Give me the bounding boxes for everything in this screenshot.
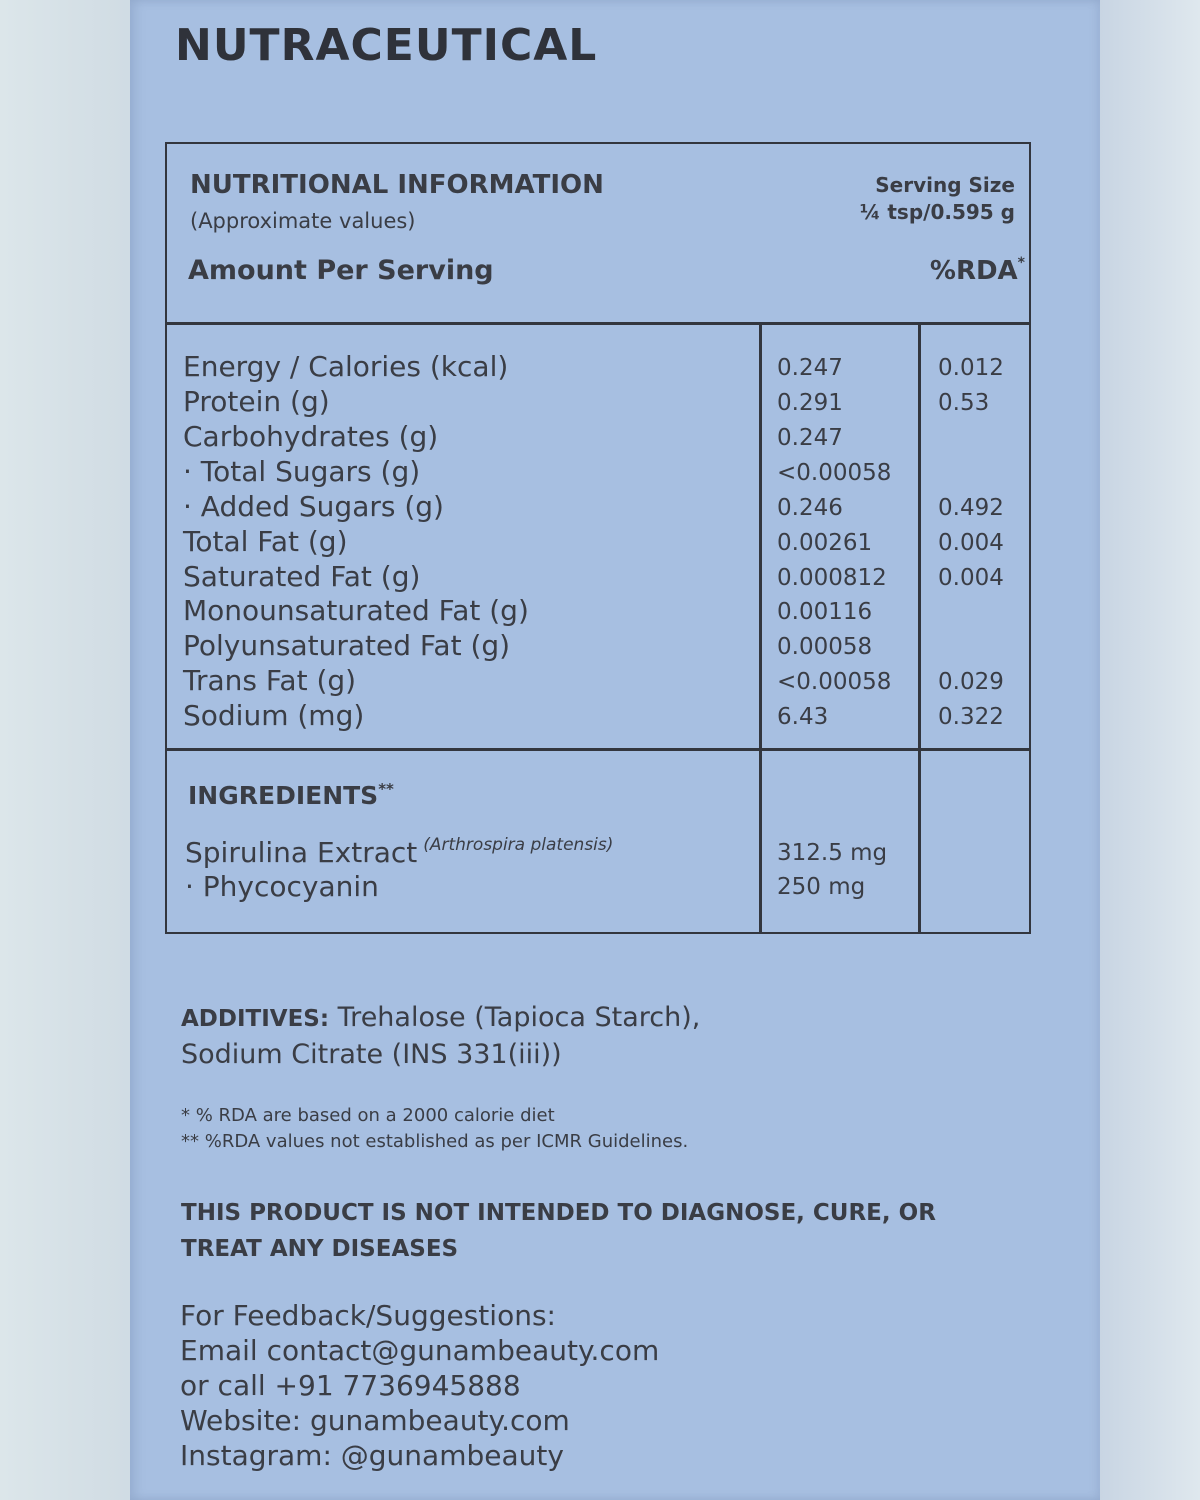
ingredient-value: 250 mg	[777, 874, 866, 900]
warning-line: THIS PRODUCT IS NOT INTENDED TO DIAGNOSE, CURE, OR	[181, 1200, 936, 1226]
nutrient-name: · Total Sugars (g)	[183, 455, 421, 488]
nutrient-rda: 0.012	[938, 355, 1004, 381]
amount-per-serving-label: Amount Per Serving	[188, 255, 494, 286]
ingredient-value: 312.5 mg	[777, 840, 888, 866]
ingredients-footnote-mark: **	[378, 780, 394, 798]
additives-line: Sodium Citrate (INS 331(iii))	[181, 1039, 562, 1070]
contact-line: For Feedback/Suggestions:	[180, 1299, 556, 1332]
table-divider	[165, 748, 1031, 751]
additives-text: Trehalose (Tapioca Starch),	[337, 1002, 701, 1033]
footnote: ** %RDA values not established as per ICMR Guidelines.	[181, 1131, 689, 1152]
nutrient-rda: 0.53	[938, 390, 990, 416]
ingredient-name	[185, 835, 613, 869]
serving-size-value: ¼ tsp/0.595 g	[859, 200, 1015, 224]
nutrient-value: 0.247	[777, 425, 843, 451]
nutrient-value: <0.00058	[777, 669, 892, 695]
contact-line: or call +91 7736945888	[180, 1369, 521, 1402]
nutrient-name: Carbohydrates (g)	[183, 420, 439, 453]
nutrient-value: 0.00058	[777, 634, 873, 660]
nutrient-value: 0.247	[777, 355, 843, 381]
contact-line: Website: gunambeauty.com	[180, 1404, 570, 1437]
nutrient-name: Energy / Calories (kcal)	[183, 350, 509, 383]
rda-footnote-mark: *	[1017, 255, 1025, 271]
footnote: * % RDA are based on a 2000 calorie diet	[181, 1105, 555, 1126]
contact-line: Email contact@gunambeauty.com	[180, 1334, 660, 1367]
ingredients-label: INGREDIENTS	[188, 781, 379, 810]
ingredient-scientific-name: (Arthrospira platensis)	[423, 835, 614, 855]
disclaimer-warning	[181, 1195, 936, 1267]
ingredient-label: · Phycocyanin	[185, 870, 379, 903]
background-right	[1090, 0, 1200, 1500]
nutrient-value: 6.43	[777, 704, 829, 730]
nutrient-name: Protein (g)	[183, 385, 330, 418]
nutrient-value: 0.00116	[777, 599, 873, 625]
nutrient-name: Saturated Fat (g)	[183, 560, 421, 593]
contact-block	[180, 1298, 659, 1473]
background-left	[0, 0, 140, 1500]
column-divider	[759, 322, 762, 934]
nutrient-name: Trans Fat (g)	[183, 664, 357, 697]
nutrient-rda: 0.322	[938, 704, 1004, 730]
nutrient-name: Monounsaturated Fat (g)	[183, 594, 529, 627]
ingredient-label: Spirulina Extract	[185, 836, 418, 869]
nutrient-value: 0.291	[777, 390, 843, 416]
additives-block	[181, 1000, 700, 1073]
nutrient-name: · Added Sugars (g)	[183, 490, 444, 523]
section-heading: NUTRACEUTICAL	[175, 20, 598, 71]
nutrient-rda: 0.004	[938, 530, 1004, 556]
nutrient-rda: 0.492	[938, 495, 1004, 521]
additives-line	[181, 1000, 700, 1037]
nutrient-rda: 0.004	[938, 565, 1004, 591]
table-title: NUTRITIONAL INFORMATION	[190, 170, 604, 200]
column-divider	[918, 322, 921, 934]
serving-size-label: Serving Size	[875, 173, 1015, 197]
table-divider	[165, 322, 1031, 325]
contact-line: Instagram: @gunambeauty	[180, 1439, 564, 1472]
table-subtitle: (Approximate values)	[190, 209, 416, 233]
nutrient-name: Polyunsaturated Fat (g)	[183, 629, 511, 662]
nutrient-name: Sodium (mg)	[183, 699, 365, 732]
nutrient-value: <0.00058	[777, 460, 892, 486]
nutrient-rda: 0.029	[938, 669, 1004, 695]
serving-size	[860, 172, 1015, 226]
rda-header-label: %RDA	[929, 256, 1018, 286]
ingredient-name	[185, 870, 379, 903]
ingredients-heading	[188, 780, 394, 810]
rda-header	[930, 255, 1025, 286]
nutrient-value: 0.00261	[777, 530, 873, 556]
nutrient-value: 0.246	[777, 495, 843, 521]
nutrient-value: 0.000812	[777, 565, 887, 591]
additives-label: ADDITIVES:	[181, 1006, 330, 1032]
nutrient-name: Total Fat (g)	[183, 525, 348, 558]
warning-line: TREAT ANY DISEASES	[181, 1236, 459, 1262]
